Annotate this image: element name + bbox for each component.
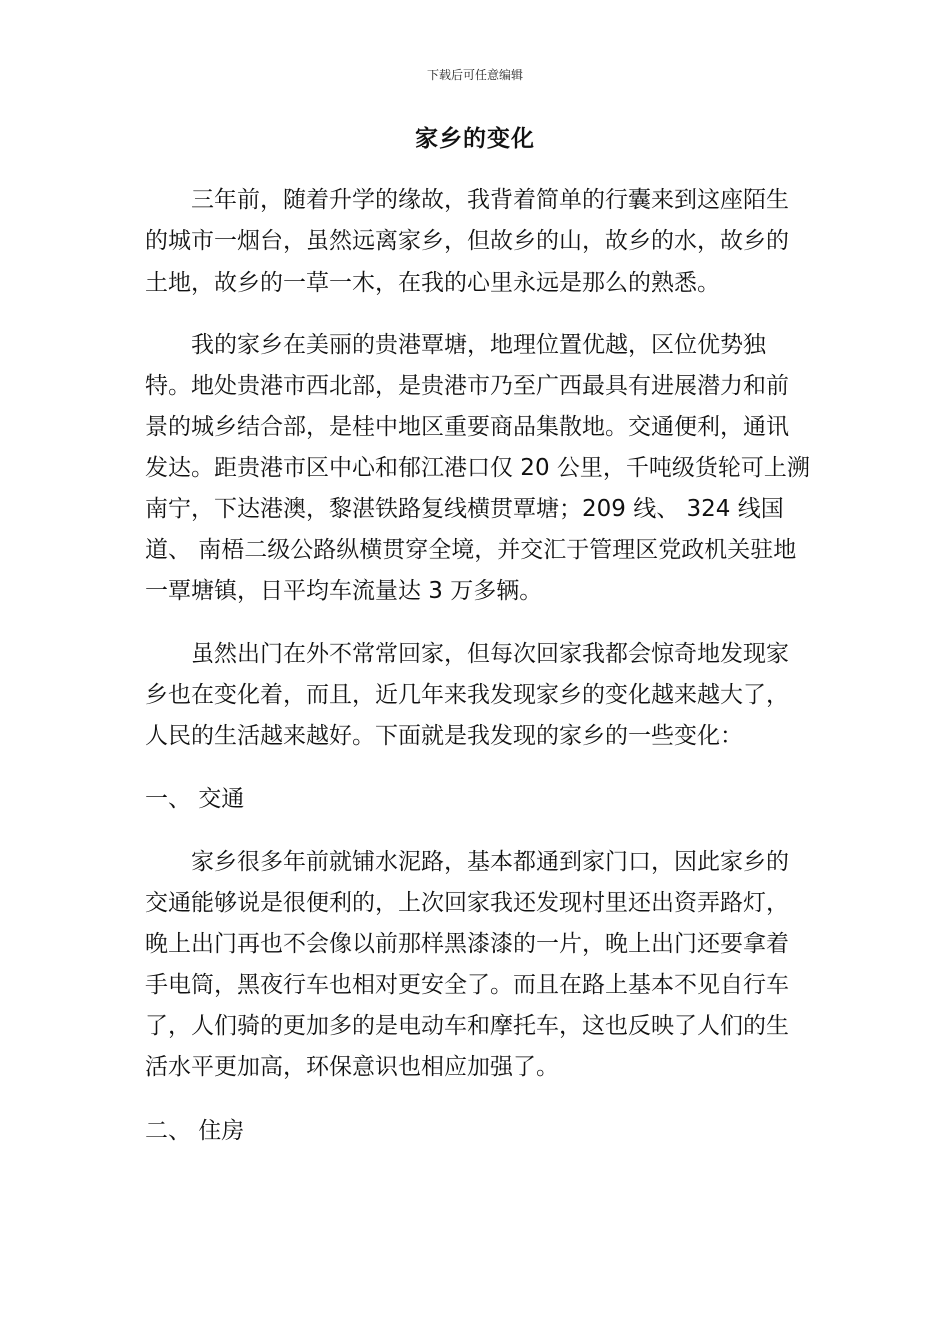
paragraph-line: 发达。距贵港市区中心和郁江港口仅 20 公里，千吨级货轮可上溯 [145, 455, 810, 481]
paragraph-line: 虽然出门在外不常常回家，但每次回家我都会惊奇地发现家 [191, 641, 789, 667]
paragraph-line: 景的城乡结合部，是桂中地区重要商品集散地。交通便利，通讯 [145, 414, 789, 440]
paragraph-line: 我的家乡在美丽的贵港覃塘，地理位置优越，区位优势独 [191, 332, 766, 358]
paragraph-line: 晚上出门再也不会像以前那样黑漆漆的一片，晚上出门还要拿着 [145, 931, 789, 957]
paragraph-line: 了，人们骑的更加多的是电动车和摩托车，这也反映了人们的生 [145, 1013, 789, 1039]
paragraph-line: 交通能够说是很便利的，上次回家我还发现村里还出资弄路灯， [145, 890, 789, 916]
document-title: 家乡的变化 [415, 126, 535, 152]
paragraph-line: 特。地处贵港市西北部，是贵港市乃至广西最具有进展潜力和前 [145, 373, 789, 399]
paragraph-line: 人民的生活越来越好。下面就是我发现的家乡的一些变化： [145, 723, 743, 749]
paragraph-line: 三年前，随着升学的缘故，我背着简单的行囊来到这座陌生 [191, 187, 789, 213]
paragraph-line: 一覃塘镇，日平均车流量达 3 万多辆。 [145, 578, 543, 604]
paragraph-line: 乡也在变化着，而且，近几年来我发现家乡的变化越来越大了， [145, 682, 789, 708]
paragraph-line: 土地，故乡的一草一木，在我的心里永远是那么的熟悉。 [145, 270, 720, 296]
section-heading: 一、 交通 [145, 786, 245, 812]
paragraph-line: 家乡很多年前就铺水泥路，基本都通到家门口，因此家乡的 [191, 849, 789, 875]
paragraph-line: 的城市一烟台，虽然远离家乡，但故乡的山，故乡的水，故乡的 [145, 228, 789, 254]
paragraph-line: 活水平更加高，环保意识也相应加强了。 [145, 1054, 559, 1080]
paragraph-line: 南宁，下达港澳，黎湛铁路复线横贯覃塘；209 线、 324 线国 [145, 496, 784, 522]
paragraph-line: 道、 南梧二级公路纵横贯穿全境，并交汇于管理区党政机关驻地 [145, 537, 797, 563]
paragraph-line: 手电筒，黑夜行车也相对更安全了。而且在路上基本不见自行车 [145, 972, 789, 998]
header-note: 下载后可任意编辑 [426, 68, 523, 82]
section-heading: 二、 住房 [145, 1118, 245, 1144]
